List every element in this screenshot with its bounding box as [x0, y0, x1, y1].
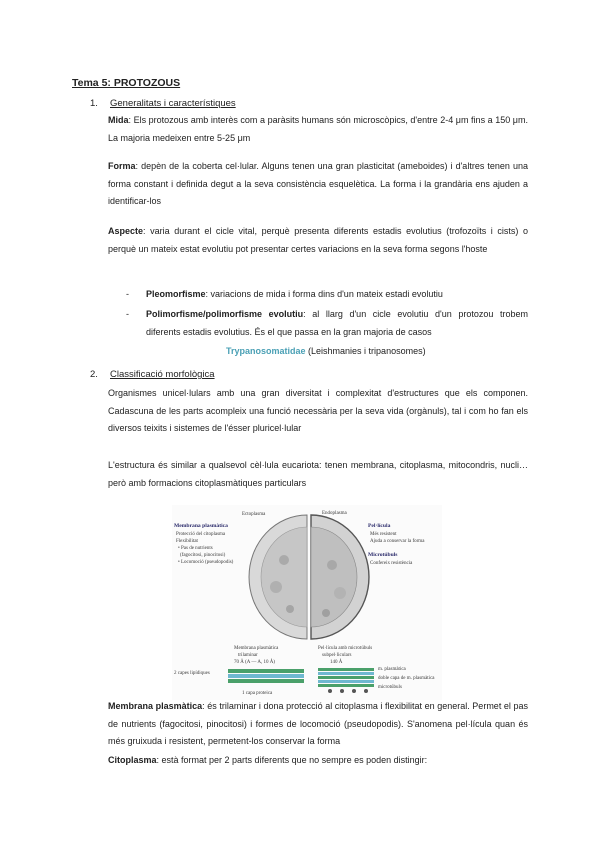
section-1-number: 1. [90, 98, 98, 109]
label-capa-proteica: 1 capa proteica [242, 691, 273, 696]
protozoa-cell-figure [172, 505, 442, 700]
label-microtubuls-small: microtúbuls [378, 685, 402, 690]
pellicle-layer [318, 684, 374, 687]
label-m-plasmatica: m. plasmàtica [378, 667, 406, 672]
label-pellicula: Pel·lícula [368, 523, 391, 529]
membrane-layer-protein [228, 674, 304, 678]
label-right-line: Confereix resistència [370, 561, 413, 566]
text-citoplasma: : està format per 2 parts diferents que no sempre es poden distingir: [156, 755, 428, 765]
text-pleomorfisme: : variacions de mida i forma dins d'un mateix estadi evolutiu [205, 289, 443, 299]
text-polimorfisme: : al llarg d'un cicle evolutiu d'un protozou trobem diferents estadis evolutius. És el que passa en la gran majoria de casos [146, 309, 529, 337]
label-bottom-right: 140 Å [330, 660, 343, 665]
text-organismes: Organismes unicel·lulars amb una gran diversitat i complexitat d'estructures que els componen. Cadascuna de les parts acompleix una funció necessària per la seva vida (orgànuls), tal i com ho fan els diversos teixits i sistemes de l'ésser pluricel·lular [108, 388, 528, 434]
label-ectoplasma: Ectoplasma [242, 512, 266, 517]
label-polimorfisme: Polimorfisme/polimorfisme evolutiu [146, 309, 304, 319]
microtubule-dot [352, 689, 356, 693]
bullet-dash: - [126, 289, 129, 299]
label-bottom-right: subpel·liculars [322, 653, 352, 658]
microtubule-dot [364, 689, 368, 693]
section-2-heading [90, 369, 215, 380]
label-capa-lipidica: 2 capes lipídiques [174, 671, 210, 676]
pellicle-layer [318, 676, 374, 679]
paragraph-estructura [108, 457, 528, 492]
label-bottom-left: Membrana plasmàtica [234, 646, 279, 651]
cell-organelle [334, 587, 346, 599]
pellicle-layer [318, 672, 374, 675]
pellicle-layer [318, 680, 374, 683]
cell-organelle [270, 581, 282, 593]
section-1-title: Generalitats i característiques [110, 98, 236, 109]
paragraph-mida [108, 112, 528, 147]
label-pleomorfisme: Pleomorfisme [146, 289, 206, 299]
label-membrana: Membrana plasmàtica [108, 701, 203, 711]
label-doble-capa: doble capa de m. plasmàtica [378, 676, 435, 681]
text-mida: : Els protozous amb interès com a paràsits humans són microscòpics, d'entre 2-4 μm fins a 150 μm. La majoria medeixen entre 5-25 μm [108, 115, 528, 143]
label-left-line: (fagocitosi, pinocitosi) [180, 553, 226, 558]
label-bottom-right: Pel·lícula amb microtúbuls [318, 646, 373, 651]
label-left-line: Flexibilitat [176, 539, 198, 544]
section-2-number: 2. [90, 369, 98, 380]
text-aspecte: : varia durant el cicle vital, perquè presenta diferents estadis evolutius (trofozoïts i cists) o perquè un mateix estat evolutiu pot presentar certes variacions en la seva forma segons l'hoste [108, 226, 528, 254]
page-title: Tema 5: PROTOZOUS [72, 77, 181, 89]
membrane-layer-lipid [228, 669, 304, 673]
bullet-pleomorfisme [126, 286, 528, 304]
microtubule-dot [340, 689, 344, 693]
trypanosomatidae-name: Trypanosomatidae [226, 346, 306, 356]
cell-organelle [286, 605, 294, 613]
text-membrana: : és trilaminar i dona protecció al citoplasma i flexibilitat en general. Permet el pas de nutrients (fagocitosi, pinocitosi) i formes de locomoció (pseudopodis). S'anomena pel·lícula quan és més gruixuda i resistent, permetent-los conservar la forma [108, 701, 529, 747]
label-right-line: Ajuda a conservar la forma [370, 539, 425, 544]
label-left-line: Protecció del citoplasma [176, 532, 226, 537]
pellicle-layer [318, 668, 374, 671]
bullet-polimorfisme [126, 306, 528, 341]
trypanosomatidae-rest: (Leishmanies i tripanosomes) [305, 346, 426, 356]
paragraph-membrana [108, 698, 528, 751]
microtubule-dot [328, 689, 332, 693]
membrane-layer-lipid [228, 679, 304, 683]
section-1-heading [90, 98, 236, 109]
trypanosomatidae-line [226, 346, 426, 356]
bullet-dash: - [126, 309, 129, 319]
label-right-line: Més resistent [370, 532, 397, 537]
text-forma: : depèn de la coberta cel·lular. Alguns tenen una gran plasticitat (ameboides) i d'altres tenen una forma constant i definida degut a la seva consistència esquelètica. La forma i la grandària ens ajuden a identificar-los [108, 161, 528, 207]
paragraph-aspecte [108, 223, 528, 258]
paragraph-forma [108, 158, 528, 211]
label-left-line: • Pas de nutrients [178, 546, 213, 551]
label-citoplasma: Citoplasma [108, 755, 157, 765]
paragraph-organismes [108, 385, 528, 438]
label-microtubuls: Microtúbuls [368, 552, 398, 558]
label-aspecte: Aspecte [108, 226, 144, 236]
label-left-line: • Locomoció (pseudopodis) [178, 560, 234, 565]
section-2-title: Classificació morfològica [110, 369, 215, 380]
cell-organelle [279, 555, 289, 565]
cell-organelle [322, 609, 330, 617]
text-estructura: L'estructura és similar a qualsevol cèl·lula eucariota: tenen membrana, citoplasma, mitocondris, nucli… però amb formacions citoplasmàtiques particulars [108, 460, 528, 488]
label-mida: Mida [108, 115, 129, 125]
label-forma: Forma [108, 161, 136, 171]
label-bottom-left: trilaminar [238, 653, 258, 658]
cell-organelle [327, 560, 337, 570]
label-endoplasma: Endoplasma [322, 511, 347, 516]
label-membrana-plasmatica: Membrana plasmàtica [174, 523, 228, 529]
label-bottom-left: 70 Å (A — A, 10 Å) [234, 660, 275, 665]
paragraph-citoplasma [108, 752, 528, 770]
